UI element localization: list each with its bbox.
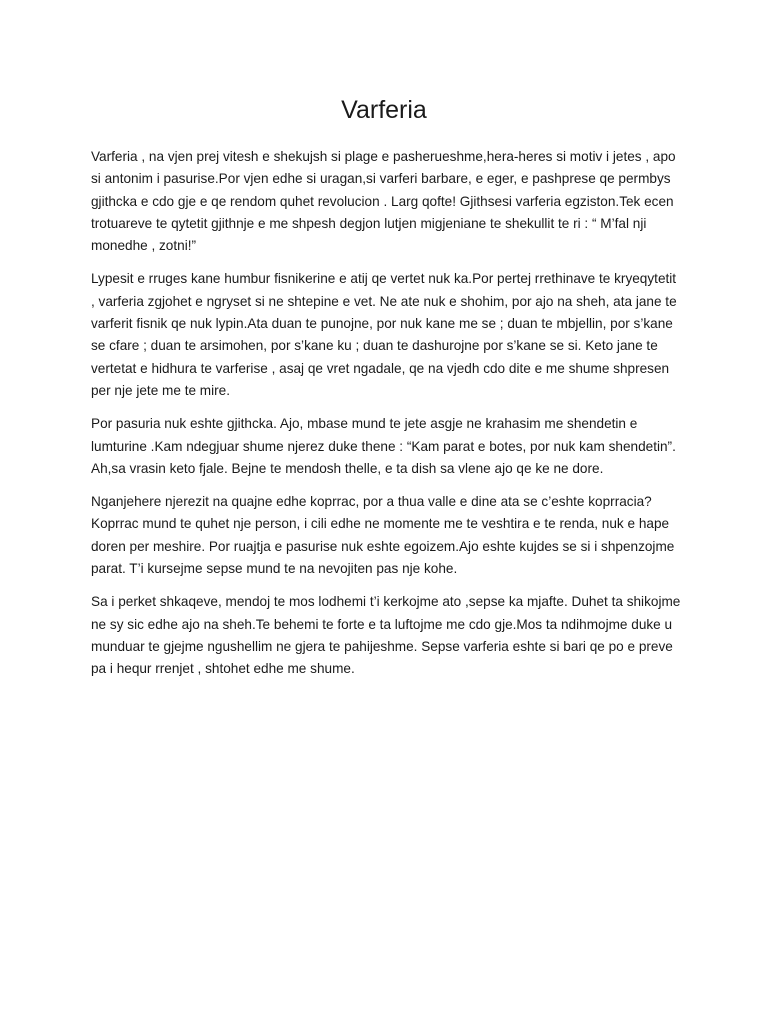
document-title: Varferia <box>341 96 427 124</box>
paragraph-1: Varferia , na vjen prej vitesh e shekujsh si plage e pasherueshme,hera-heres si motiv i jetes , apo si antonim i pasurise.Por vjen edhe si uragan,si varferi barbare, e eger, e pashprese qe permbys gjithcka e cdo gje e qe rendom quhet revolucion . Larg qofte! Gjithsesi varferia egziston.Tek ecen trotuareve te qytetit gjithnje e me shpesh degjon lutjen migjeniane te shekullit te ri : “ M’fal nji monedhe , zotni!” <box>91 149 676 254</box>
document-body <box>91 146 681 692</box>
paragraph-3: Por pasuria nuk eshte gjithcka. Ajo, mbase mund te jete asgje ne krahasim me shendetin e lumturine .Kam ndegjuar shume njerez duke thene : “Kam parat e botes, por nuk kam shendetin”. Ah,sa vrasin keto fjale. Bejne te mendosh thelle, e ta dish sa vlene ajo qe ke ne dore. <box>91 416 676 476</box>
paragraph-2: Lypesit e rruges kane humbur fisnikerine e atij qe vertet nuk ka.Por pertej rrethinave te kryeqytetit , varferia zgjohet e ngryset si ne shtepine e vet. Ne ate nuk e shohim, por ajo na sheh, ata jane te varferit fisnik qe nuk lypin.Ata duan te punojne, por nuk kane me se ; duan te mbjellin, por s’kane se cfare ; duan te arsimohen, por s’kane ku ; duan te dashurojne por s’kane se si. Keto jane te vertetat e hidhura te varferise , asaj qe vret ngadale, qe na vjedh cdo dite e me shume shpresen per nje jete me te mire. <box>91 271 677 398</box>
paragraph-4: Nganjehere njerezit na quajne edhe koprrac, por a thua valle e dine ata se c’eshte koprracia? Koprrac mund te quhet nje person, i cili edhe ne momente me te veshtira e te renda, nuk e hape doren per meshire. Por ruajtja e pasurise nuk eshte egoizem.Ajo eshte kujdes se si i shpenzojme parat. T’i kursejme sepse mund te na nevojiten pas nje kohe. <box>91 494 675 577</box>
paragraph-5: Sa i perket shkaqeve, mendoj te mos lodhemi t’i kerkojme ato ,sepse ka mjafte. Duhet ta shikojme ne sy sic edhe ajo na sheh.Te behemi te forte e ta luftojme me cdo gje.Mos ta ndihmojme duke u munduar te gjejme ngushellim ne gjera te pahijeshme. Sepse varferia eshte si bari qe po e preve pa i hequr rrenjet , shtohet edhe me shume. <box>91 594 681 677</box>
